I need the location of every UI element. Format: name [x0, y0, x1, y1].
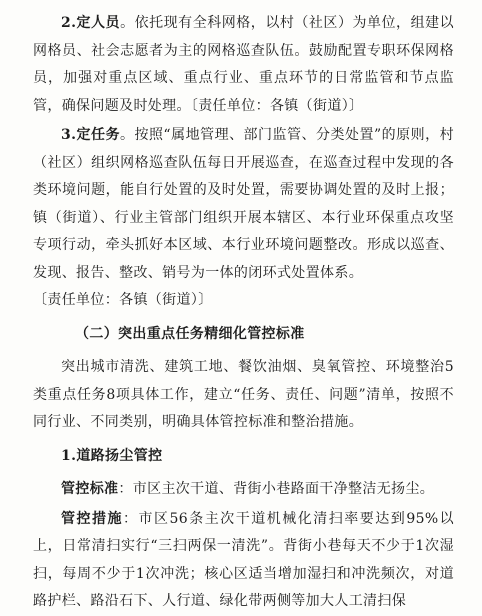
paragraph-body: ：市区主次干道、背街小巷路面干净整洁无扬尘。 [118, 481, 435, 497]
paragraph-define-tasks [33, 122, 454, 287]
subsection-heading: 1.道路扬尘管控 [61, 447, 163, 464]
paragraph-body: 。依托现有全科网格，以村（社区）为单位，组建以网格员、社会志愿者为主的网格巡查队伍。鼓励配置专职环保网格员，加强对重点区域、重点行业、重点环节的日常监管和节点监管，确保问题及时处理。〔责任单位：各镇（街道）〕 [33, 15, 454, 114]
paragraph-define-personnel [33, 10, 454, 120]
control-measures-paragraph [33, 506, 454, 616]
paragraph-body: ：市区56条主次干道机械化清扫率要达到95%以上，日常清扫实行“三扫两保一清洗”。背街小巷每天不少于1次湿扫，每周不少于1次冲洗；核心区适当增加湿扫和冲洗频次，对道路护栏、路沿石下、人行道、绿化带两侧等加大人工清扫保 [33, 510, 454, 609]
section-intro: 突出城市清洗、建筑工地、餐饮油烟、臭氧管控、环境整治5类重点任务8项具体工作，建立“任务、责任、问题”清单，按照不同行业、不同类别，明确具体管控标准和整治措施。 [33, 359, 454, 430]
paragraph-lead: 管控措施 [61, 510, 124, 527]
responsibility-line: 〔责任单位：各镇（街道）〕 [33, 292, 213, 308]
paragraph-lead: 3.定任务 [61, 127, 120, 143]
paragraph-lead: 2.定人员 [61, 15, 121, 31]
section-heading: （二）突出重点任务精细化管控标准 [75, 325, 305, 342]
control-standard-paragraph [33, 476, 454, 504]
paragraph-lead: 管控标准 [61, 481, 119, 497]
paragraph-body: 。按照“属地管理、部门监管、分类处置”的原则，村（社区）组织网格巡查队伍每日开展巡查，在巡查过程中发现的各类环境问题，能自行处置的及时处置，需要协调处置的及时上报；镇（街道）、行业主管部门组织开展本辖区、本行业环保重点攻坚专项行动，牵头抓好本区域、本行业环境问题整改。形成以巡查、发现、报告、整改、销号为一体的闭环式处置体系。 [33, 127, 454, 281]
